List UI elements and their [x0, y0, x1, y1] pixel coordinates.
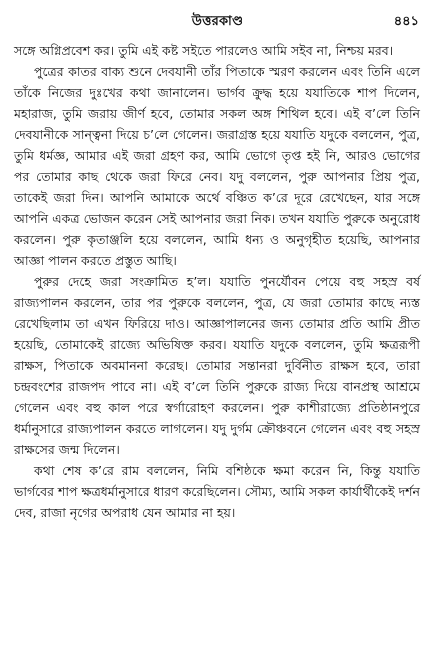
- paragraph-2: পুত্রের কাতর বাক্য শুনে দেবযানী তাঁর পিতাকে স্মরণ করলেন এবং তিনি এলে তাঁকে নিজের দুঃখের কথা জানালেন। ভার্গব ক্রুদ্ধ হয়ে যযাতিকে শাপ দিলেন, মহারাজ, তুমি জরায় জীর্ণ হবে, তোমার সকল অঙ্গ শিথিল হবে। এই ব’লে তিনি দেবযানীকে সান্ত্বনা দিয়ে চ’লে গেলেন। জরাগ্রস্ত হয়ে যযাতি যদুকে বললেন, পুত্র, তুমি ধর্মজ্ঞ, আমার এই জরা গ্রহণ কর, আমি ভোগে তৃপ্ত হই নি, আরও ভোগের পর তোমার কাছ থেকে জরা ফিরে নেব। যদু বললেন, পুরু আপনার প্রিয় পুত্র, তাকেই জরা দিন। আপনি আমাকে অর্থে বঞ্চিত ক’রে দূরে রেখেছেন, যার সঙ্গে আপনি একত্র ভোজন করেন সেই আপনার জরা নিক। তখন যযাতি পুরুকে অনুরোধ করলেন। পুরু কৃতাঞ্জলি হয়ে বললেন, আমি ধন্য ও অনুগৃহীত হয়েছি, আপনার আজ্ঞা পালন করতে প্রস্তুত আছি।: [14, 64, 420, 268]
- paragraph-1: সঙ্গে অগ্নিপ্রবেশ কর। তুমি এই কষ্ট সইতে পারলেও আমি সইব না, নিশ্চয় মরব।: [14, 43, 394, 58]
- paragraph-4: কথা শেষ ক’রে রাম বললেন, নিমি বশিষ্ঠকে ক্ষমা করেন নি, কিন্তু যযাতি ভার্গবের শাপ ক্ষত্রধর্মানুসারে ধারণ করেছিলেন। সৌম্য, আমি সকল কার্যার্থীকেই দর্শন দেব, রাজা নৃগের অপরাধ যেন আমার না হয়।: [14, 463, 420, 520]
- page-body: [14, 40, 420, 523]
- page-number: ৪৪১: [393, 14, 419, 29]
- paragraph-3: পুরুর দেহে জরা সংক্রামিত হ’ল। যযাতি পুনর্যৌবন পেয়ে বহু সহস্র বর্ষ রাজ্যপালন করলেন, তার পর পুরুকে বললেন, পুত্র, যে জরা তোমার কাছে ন্যস্ত রেখেছিলাম তা এখন ফিরিয়ে দাও। আজ্ঞাপালনের জন্য তোমার প্রতি আমি প্রীত হয়েছি, তোমাকেই রাজ্যে অভিষিক্ত করব। যযাতি যদুকে বললেন, তুমি ক্ষত্ররূপী রাক্ষস, পিতাকে অবমাননা করেছ। তোমার সন্তানরা দুর্বিনীত রাক্ষস হবে, তারা চন্দ্রবংশের রাজপদ পাবে না। এই ব’লে তিনি পুরুকে রাজ্য দিয়ে বানপ্রস্থ আশ্রমে গেলেন এবং বহু কাল পরে স্বর্গারোহণ করলেন। পুরু কাশীরাজ্যে প্রতিষ্ঠানপুরে ধর্মানুসারে রাজ্যপালন করতে লাগলেন। যদু দুর্গম ক্রৌঞ্চবনে গেলেন এবং বহু সহস্র রাক্ষসের জন্ম দিলেন।: [14, 274, 420, 457]
- page-header: [0, 12, 435, 34]
- chapter-title: উত্তরকাণ্ড: [191, 14, 244, 29]
